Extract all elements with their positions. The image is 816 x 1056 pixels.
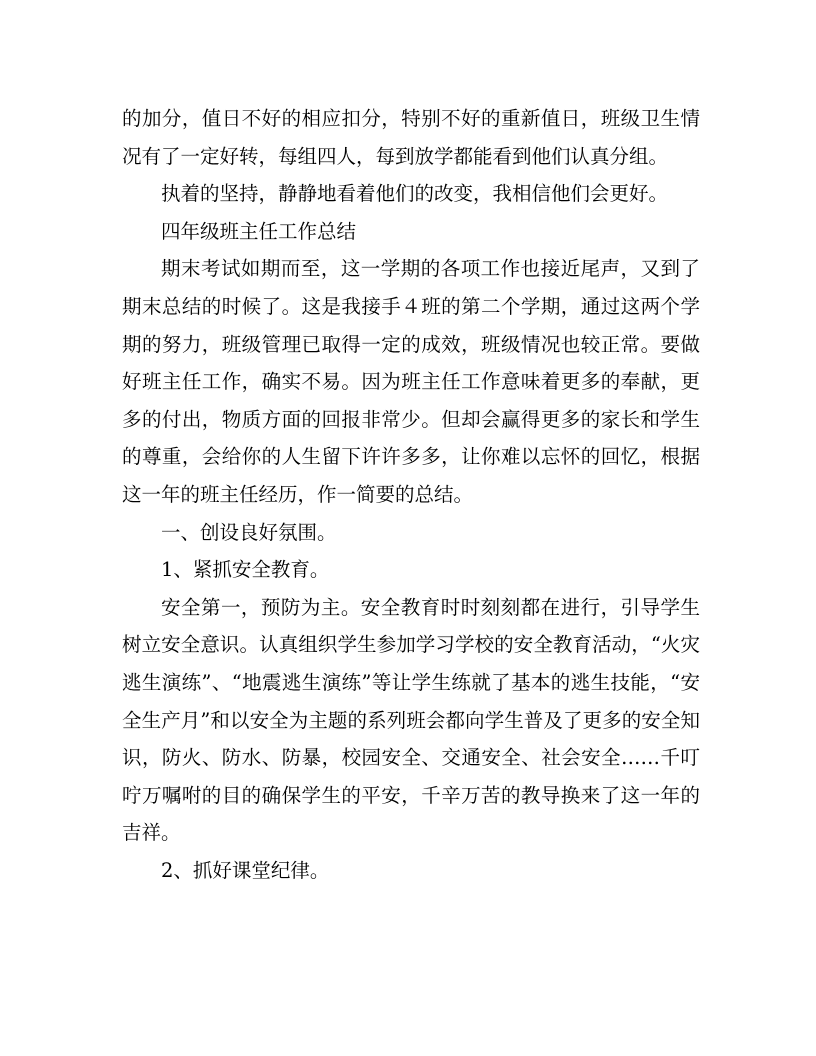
- paragraph-safety-education: 安全第一，预防为主。安全教育时时刻刻都在进行，引导学生树立安全意识。认真组织学生参加学习学校的安全教育活动，“火灾逃生演练”、“地震逃生演练”等让学生练就了基本的逃生技能，“安全生产月”和以安全为主题的系列班会都向学生普及了更多的安全知识，防火、防水、防暴，校园安全、交通安全、社会安全……千叮咛万嘱咐的目的确保学生的平安，千辛万苦的教导换来了这一年的吉祥。: [122, 595, 700, 845]
- subheading-safety-education: 1、紧抓安全教育。: [161, 558, 330, 582]
- subheading-classroom-discipline: 2、抓好课堂纪律。: [161, 858, 330, 882]
- document-body: [122, 100, 700, 889]
- heading-section-one: 一、创设良好氛围。: [161, 520, 337, 544]
- paragraph-continuation: 的加分，值日不好的相应扣分，特别不好的重新值日，班级卫生情况有了一定好转，每组四人，每到放学都能看到他们认真分组。: [122, 107, 700, 168]
- paragraph-closing-remark: 执着的坚持，静静地看着他们的改变，我相信他们会更好。: [161, 182, 669, 206]
- paragraph-introduction: 期末考试如期而至，这一学期的各项工作也接近尾声，又到了期末总结的时候了。这是我接手４班的第二个学期，通过这两个学期的努力，班级管理已取得一定的成效，班级情况也较正常。要做好班主任工作，确实不易。因为班主任工作意味着更多的奉献，更多的付出，物质方面的回报非常少。但却会赢得更多的家长和学生的尊重，会给你的人生留下许许多多，让你难以忘怀的回忆，根据这一年的班主任经历，作一简要的总结。: [122, 257, 700, 506]
- section-title: 四年级班主任工作总结: [161, 219, 357, 243]
